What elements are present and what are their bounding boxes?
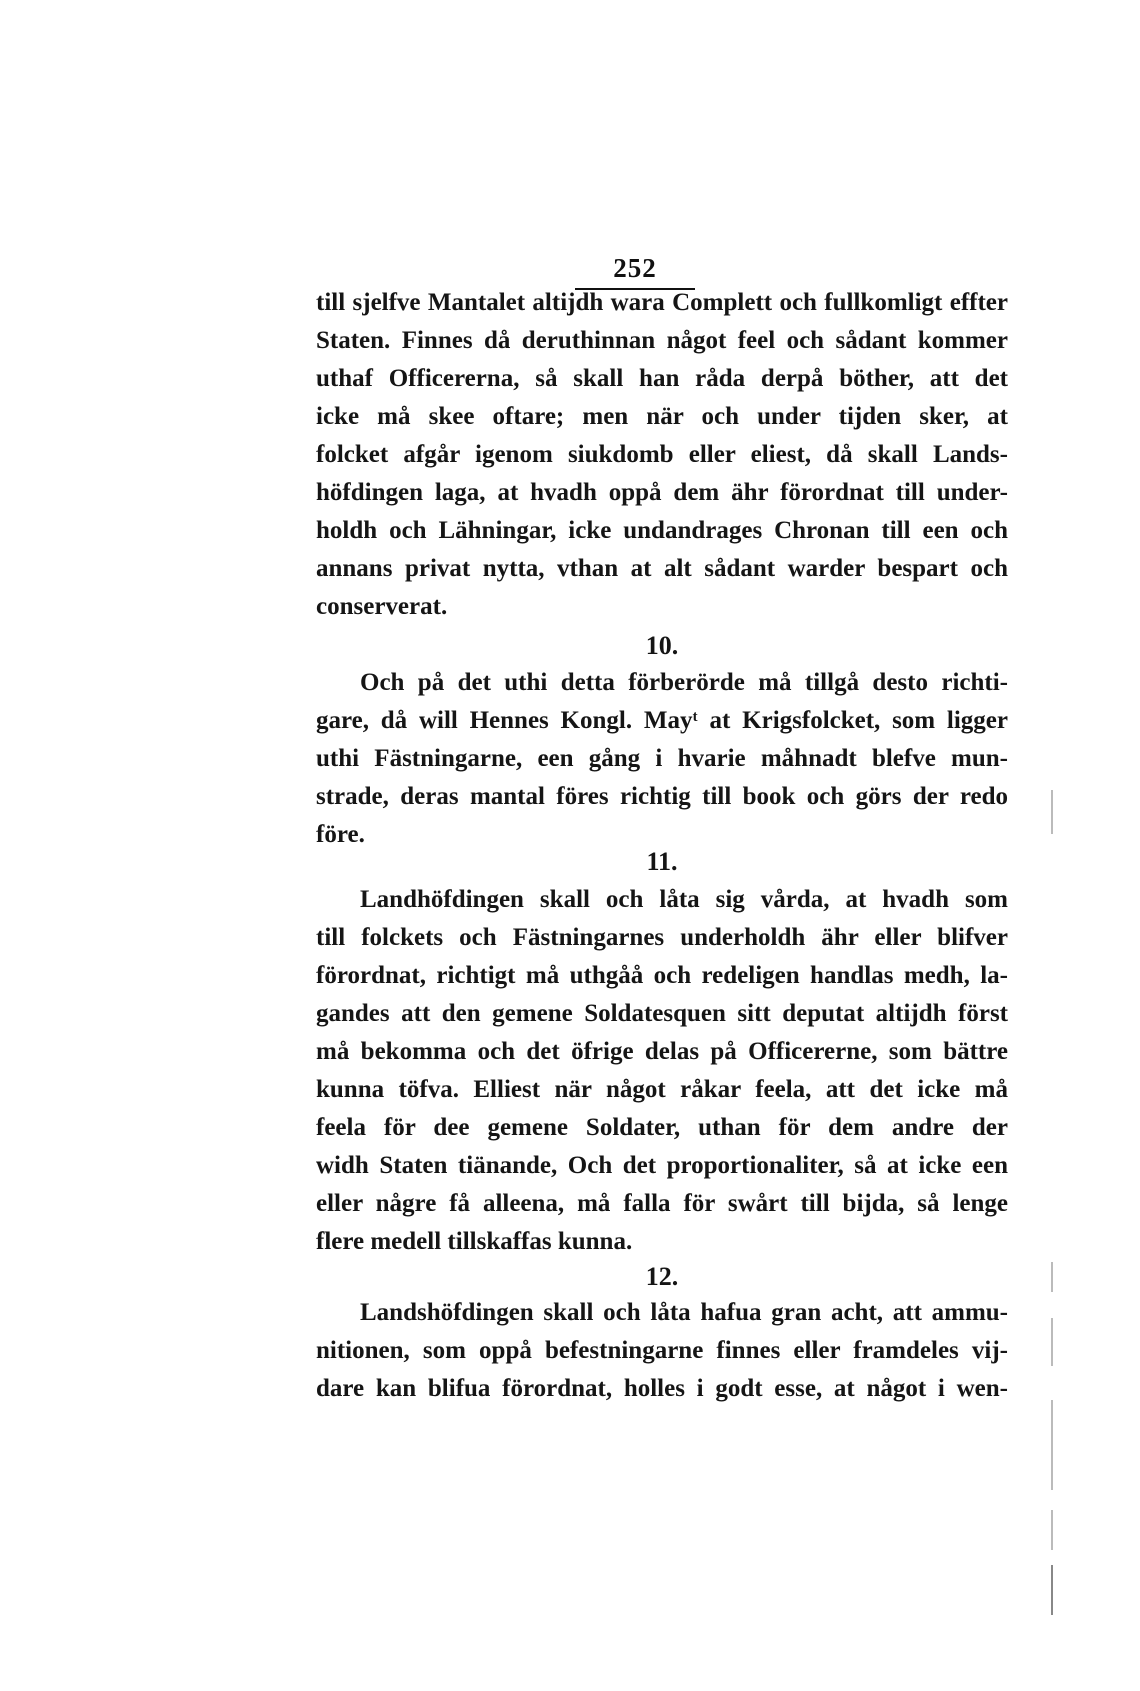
text-line: icke må skee oftare; men när och under tijden sker, at bbox=[316, 403, 1008, 430]
scan-margin-mark bbox=[1051, 790, 1053, 834]
section-10-text bbox=[316, 664, 1008, 854]
page-number: 252 bbox=[613, 253, 657, 283]
text-line: widh Staten tiänande, Och det proportionaliter, så at icke een bbox=[316, 1152, 1008, 1179]
text-line: uthaf Officererna, så skall han råda derpå böther, att det bbox=[316, 365, 1008, 392]
text-line: må bekomma och det öfrige delas på Officererne, som bättre bbox=[316, 1038, 1008, 1065]
text-line: före. bbox=[316, 821, 365, 848]
scan-margin-mark bbox=[1051, 1262, 1053, 1292]
paragraph-continuation bbox=[316, 284, 1008, 626]
text-line: dare kan blifua förordnat, holles i godt esse, at något i wen- bbox=[316, 1375, 1008, 1402]
scan-margin-mark bbox=[1051, 1400, 1053, 1490]
text-line: förordnat, richtigt må uthgåå och redeligen handlas medh, la- bbox=[316, 962, 1008, 989]
text-line: nitionen, som oppå befestningarne finnes eller framdeles vij- bbox=[316, 1337, 1008, 1364]
scan-margin-mark bbox=[1051, 1318, 1053, 1366]
text-line: feela för dee gemene Soldater, uthan för dem andre der bbox=[316, 1114, 1008, 1141]
text-line: gandes att den gemene Soldatesquen sitt deputat altijdh först bbox=[316, 1000, 1008, 1027]
text-line: till sjelfve Mantalet altijdh wara Complett och fullkomligt effter bbox=[316, 289, 1008, 316]
text-line: conserverat. bbox=[316, 593, 448, 620]
section-12-text bbox=[316, 1294, 1008, 1408]
scan-margin-mark bbox=[1051, 1565, 1053, 1615]
text-line: annans privat nytta, vthan at alt sådant warder bespart och bbox=[316, 555, 1008, 582]
text-line: folcket afgår igenom siukdomb eller eliest, då skall Lands- bbox=[316, 441, 1008, 468]
text-line: holdh och Lähningar, icke undandrages Chronan till een och bbox=[316, 517, 1008, 544]
scan-margin-mark bbox=[1051, 1510, 1053, 1550]
text-line: eller någre få alleena, må falla för swårt till bijda, så lenge bbox=[316, 1190, 1008, 1217]
section-number-11: 11. bbox=[646, 847, 678, 876]
section-11-text bbox=[316, 881, 1008, 1261]
text-line: höfdingen laga, at hvadh oppå dem ähr förordnat till under- bbox=[316, 479, 1008, 506]
text-line: strade, deras mantal föres richtig till book och görs der redo bbox=[316, 783, 1008, 810]
text-line: Staten. Finnes då deruthinnan något feel och sådant kommer bbox=[316, 327, 1008, 354]
text-line: gare, då will Hennes Kongl. Mayᵗ at Krigsfolcket, som ligger bbox=[316, 707, 1008, 734]
section-number-12: 12. bbox=[645, 1262, 679, 1291]
text-line: till folckets och Fästningarnes underholdh ähr eller blifver bbox=[316, 924, 1008, 951]
text-line: Landshöfdingen skall och låta hafua gran acht, att ammu- bbox=[360, 1299, 1008, 1326]
text-line: kunna töfva. Elliest när något råkar feela, att det icke må bbox=[316, 1076, 1008, 1103]
section-number-10: 10. bbox=[645, 631, 679, 660]
text-line: flere medell tillskaffas kunna. bbox=[316, 1228, 633, 1255]
text-line: Och på det uthi detta förberörde må tillgå desto richti- bbox=[360, 669, 1008, 696]
text-line: Landhöfdingen skall och låta sig vårda, at hvadh som bbox=[360, 886, 1008, 913]
text-line: uthi Fästningarne, een gång i hvarie måhnadt blefve mun- bbox=[316, 745, 1008, 772]
